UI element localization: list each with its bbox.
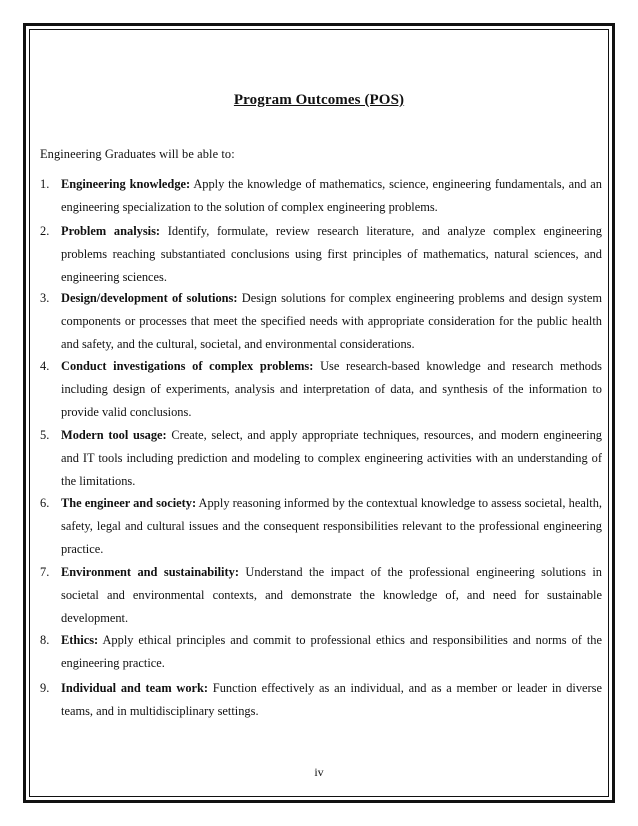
- intro-text: Engineering Graduates will be able to:: [40, 147, 235, 161]
- outcome-number: 4.: [40, 359, 50, 373]
- outcome-number: 3.: [40, 291, 50, 305]
- outcome-heading: Ethics:: [61, 633, 99, 647]
- outcome-number: 5.: [40, 428, 50, 442]
- outcome-item-9: [40, 677, 602, 723]
- outcome-number: 9.: [40, 681, 50, 695]
- outcome-text: Understand the impact of the professional engineering solutions in societal and environmental contexts, and demonstrate the knowledge of, and need for sustainable development.: [61, 565, 602, 625]
- outcome-heading: Environment and sustainability:: [61, 565, 239, 579]
- outcome-heading: Individual and team work:: [61, 681, 209, 695]
- outcome-number: 6.: [40, 496, 50, 510]
- outcome-text: Use research-based knowledge and research methods including design of experiments, analysis and interpretation of data, and synthesis of the information to provide valid conclusions.: [61, 359, 602, 419]
- outcome-number: 8.: [40, 633, 50, 647]
- outcome-text: Apply the knowledge of mathematics, science, engineering fundamentals, and an engineering specialization to the solution of complex engineering problems.: [61, 177, 603, 214]
- outcome-item-4: [40, 355, 602, 424]
- outcome-number: 1.: [40, 177, 50, 191]
- outcome-item-5: [40, 424, 602, 493]
- outcome-heading: Problem analysis:: [61, 224, 161, 238]
- outcome-text: Create, select, and apply appropriate techniques, resources, and modern engineering and IT tools including prediction and modeling to complex engineering activities with an understanding of the limitations.: [61, 428, 602, 488]
- outcome-item-2: [40, 220, 602, 289]
- outcome-text: Apply ethical principles and commit to professional ethics and responsibilities and norms of the engineering practice.: [61, 633, 603, 670]
- outcome-heading: Design/development of solutions:: [61, 291, 238, 305]
- outcome-heading: The engineer and society:: [61, 496, 197, 510]
- page-title: Program Outcomes (POS): [233, 92, 405, 108]
- outcome-item-1: [40, 173, 602, 219]
- outcome-item-3: [40, 287, 602, 356]
- outcome-heading: Engineering knowledge:: [61, 177, 191, 191]
- outcome-item-8: [40, 629, 602, 675]
- outcome-heading: Modern tool usage:: [61, 428, 167, 442]
- page-number: iv: [314, 765, 324, 779]
- outcome-text: Identify, formulate, review research literature, and analyze complex engineering problems reaching substantiated conclusions using first principles of mathematics, natural sciences, and engineering sciences.: [61, 224, 602, 284]
- outcome-item-7: [40, 561, 602, 630]
- outcome-text: Apply reasoning informed by the contextual knowledge to assess societal, health, safety, legal and cultural issues and the consequent responsibilities relevant to the professional engineering practice.: [61, 496, 602, 556]
- outcome-heading: Conduct investigations of complex problems:: [61, 359, 314, 373]
- outcome-item-6: [40, 492, 602, 561]
- outcome-number: 2.: [40, 224, 50, 238]
- outcome-text: Function effectively as an individual, and as a member or leader in diverse teams, and in multidisciplinary settings.: [61, 681, 602, 718]
- outcome-number: 7.: [40, 565, 50, 579]
- outcome-text: Design solutions for complex engineering problems and design system components or processes that meet the specified needs with appropriate consideration for the public health and safety, and the cultural, societal, and environmental considerations.: [61, 291, 602, 351]
